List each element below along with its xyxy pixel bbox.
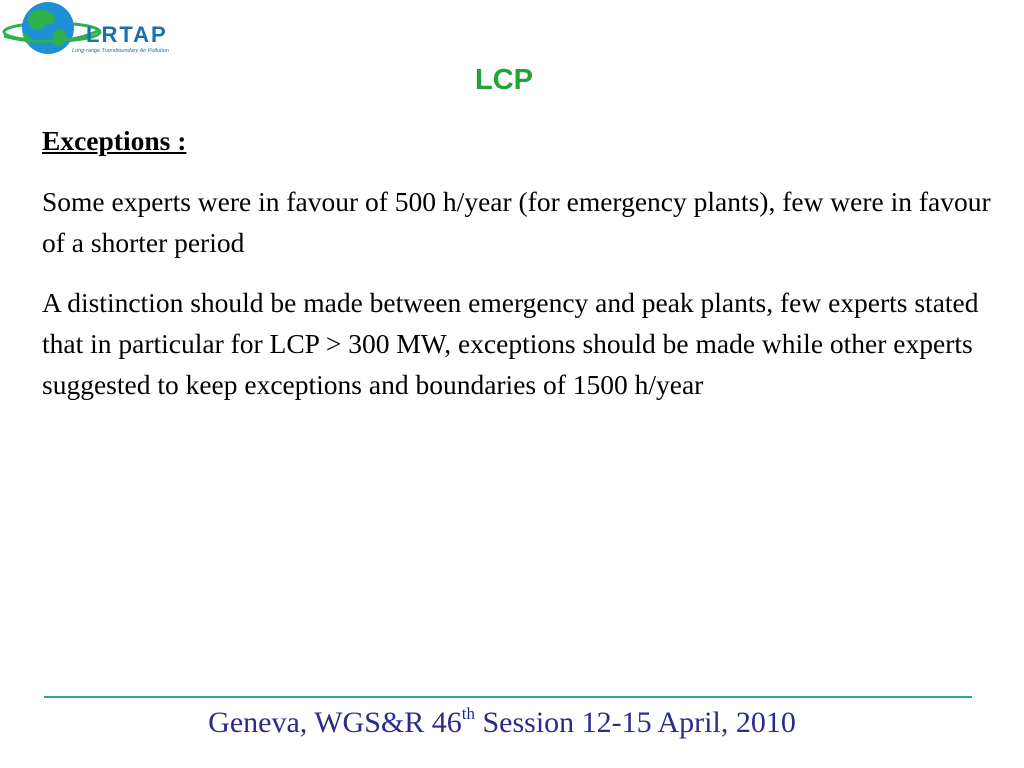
footer-divider — [44, 696, 972, 698]
footer-text-start: Geneva, WGS&R 46 — [208, 706, 462, 739]
footer-superscript: th — [461, 704, 475, 723]
section-heading: Exceptions : — [42, 125, 187, 156]
svg-text:LRTAP: LRTAP — [86, 22, 168, 47]
paragraph-1: Some experts were in favour of 500 h/year (for emergency plants), few were in favour of a shorter period — [42, 186, 991, 258]
lrtap-logo — [2, 0, 192, 60]
footer-text-end: Session 12-15 April, 2010 — [474, 706, 796, 739]
svg-text:Long-range Transboundary Air P: Long-range Transboundary Air Pollution — [72, 48, 169, 54]
footer-caption — [0, 706, 1004, 740]
slide-title: LCP — [475, 64, 533, 96]
paragraph-2: A distinction should be made between emergency and peak plants, few experts stated that in particular for LCP > 300 MW, exceptions should be made while other experts suggested to keep exceptions and boundaries of 1500 h/year — [42, 287, 979, 400]
slide-content — [42, 120, 1002, 424]
globe-icon — [2, 0, 192, 60]
